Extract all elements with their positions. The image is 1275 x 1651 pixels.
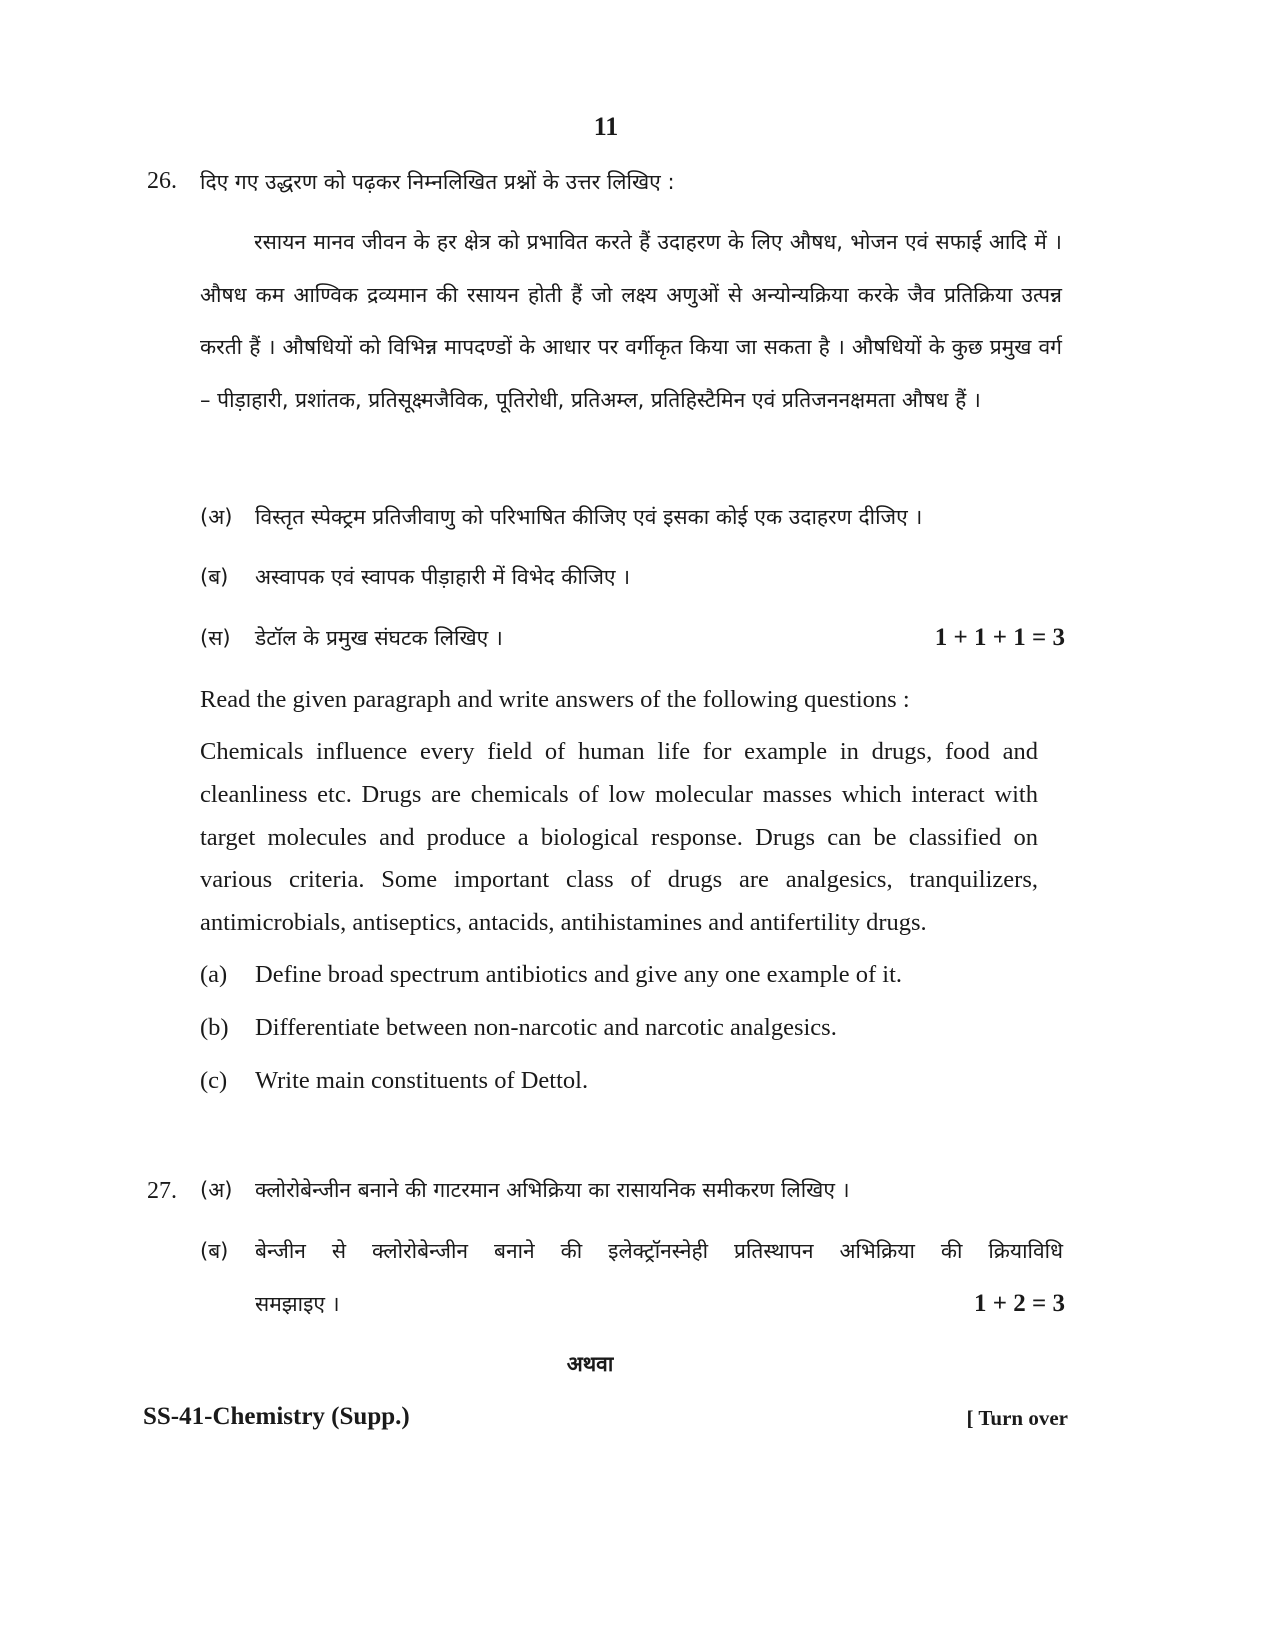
footer-paper-code: SS-41-Chemistry (Supp.) <box>143 1403 410 1430</box>
q26-instruction-english: Read the given paragraph and write answers of the following questions : <box>200 686 910 713</box>
q27-marks: 1 + 2 = 3 <box>974 1290 1065 1317</box>
q27-part-a-label: (अ) <box>200 1178 233 1202</box>
q26-part-a-en-label: (a) <box>200 961 228 988</box>
q26-paragraph-english: Chemicals influence every field of human life for example in drugs, food and cleanliness etc. Drugs are chemicals of low molecular masses which interact with target molecules and produce a biological response. Drugs can be classified on various criteria. Some important class of drugs are analgesics, tranquilizers, antimicrobials, antiseptics, antacids, antihistamines and antifertility drugs. <box>200 738 1038 937</box>
q26-paragraph-hindi-text: रसायन मानव जीवन के हर क्षेत्र को प्रभावित करते हैं उदाहरण के लिए औषध, भोजन एवं सफाई आदि में । औषध कम आण्विक द्रव्यमान की रसायन होती हैं जो लक्ष्य अणुओं से अन्योन्यक्रिया करके जैव प्रतिक्रिया उत्पन्न करती हैं । औषधियों को विभिन्न मापदण्डों के आधार पर वर्गीकृत किया जा सकता है । औषधियों के कुछ प्रमुख वर्ग – पीड़ाहारी, प्रशांतक, प्रतिसूक्ष्मजैविक, पूतिरोधी, प्रतिअम्ल, प्रतिहिस्टैमिन एवं प्रतिजननक्षमता औषध हैं । <box>200 230 1062 412</box>
page-number: 11 <box>593 112 619 141</box>
q26-part-a-hi-text: विस्तृत स्पेक्ट्रम प्रतिजीवाणु को परिभाषित कीजिए एवं इसका कोई एक उदाहरण दीजिए । <box>255 505 923 529</box>
q27-part-b-text: बेन्जीन से क्लोरोबेन्जीन बनाने की इलेक्ट्रॉनस्नेही प्रतिस्थापन अभिक्रिया की क्रियाविधि <box>255 1239 1063 1263</box>
q26-part-a-en-text: Define broad spectrum antibiotics and give any one example of it. <box>255 961 903 988</box>
q26-instruction-hindi: दिए गए उद्धरण को पढ़कर निम्नलिखित प्रश्नों के उत्तर लिखिए : <box>200 170 675 194</box>
q26-part-c-en-label: (c) <box>200 1067 228 1094</box>
q26-part-a-hi-label: (अ) <box>200 505 233 529</box>
q26-part-c-en-text: Write main constituents of Dettol. <box>255 1067 589 1094</box>
q26-part-c-hi-text: डेटॉल के प्रमुख संघटक लिखिए । <box>255 626 503 650</box>
question-26-number: 26. <box>147 168 177 194</box>
q27-part-b-continuation: समझाइए । <box>255 1292 340 1316</box>
footer-turn-over: [ Turn over <box>966 1406 1068 1430</box>
q26-paragraph-hindi <box>200 216 1062 426</box>
or-separator: अथवा <box>566 1352 614 1376</box>
q26-part-b-en-text: Differentiate between non-narcotic and narcotic analgesics. <box>255 1014 837 1041</box>
q26-part-b-hi-text: अस्वापक एवं स्वापक पीड़ाहारी में विभेद कीजिए । <box>255 565 631 589</box>
q27-part-a-text: क्लोरोबेन्जीन बनाने की गाटरमान अभिक्रिया का रासायनिक समीकरण लिखिए । <box>255 1178 850 1202</box>
q27-part-b-label: (ब) <box>200 1239 229 1263</box>
question-27-number: 27. <box>147 1178 177 1204</box>
q26-part-b-en-label: (b) <box>200 1014 229 1041</box>
q26-part-c-hi-label: (स) <box>200 626 231 650</box>
q26-marks: 1 + 1 + 1 = 3 <box>934 624 1065 651</box>
q26-part-b-hi-label: (ब) <box>200 565 229 589</box>
